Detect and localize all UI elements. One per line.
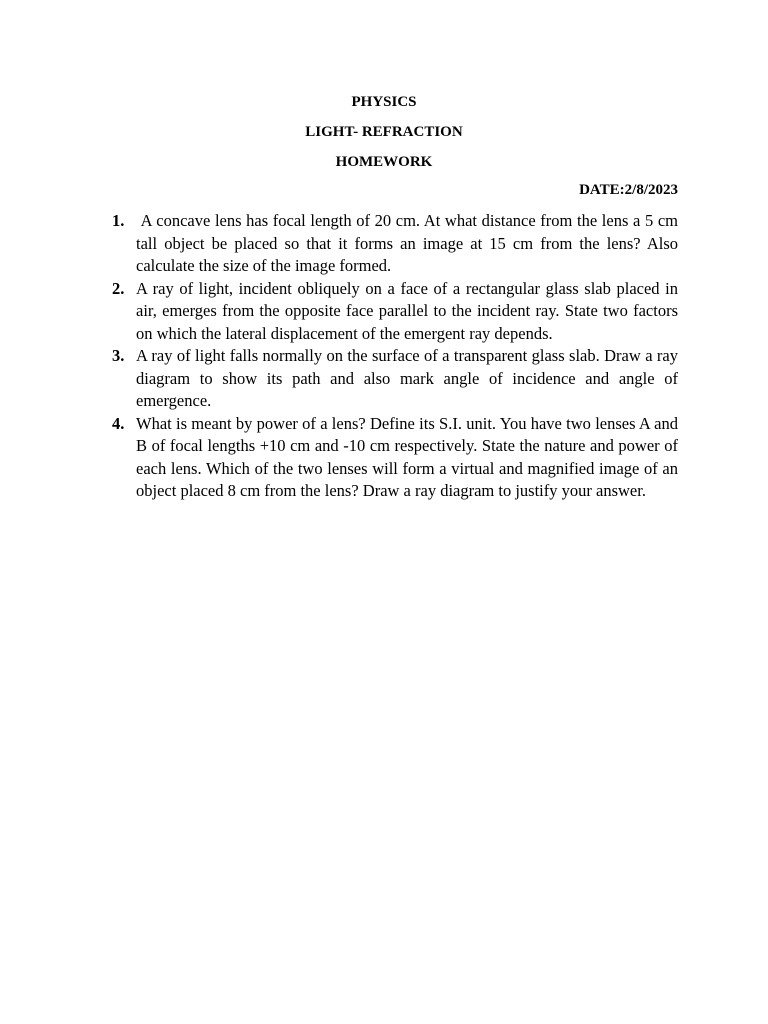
question-number: 4.	[112, 413, 125, 433]
question-item-1	[112, 210, 683, 278]
date-label: DATE:2/8/2023	[579, 182, 678, 198]
question-text: A concave lens has focal length of 20 cm. At what distance from the lens a 5 cm tall object be placed so that it forms an image at 15 cm from the lens? Also calculate the size of the image formed.	[136, 211, 683, 275]
question-text: What is meant by power of a lens? Define its S.I. unit. You have two lenses A and B of focal lengths +10 cm and -10 cm respectively. State the nature and power of each lens. Which of the two lenses will form a virtual and magnified image of an object placed 8 cm from the lens? Draw a ray diagram to justify your answer.	[136, 413, 678, 500]
subject-heading: PHYSICS	[351, 94, 417, 110]
question-list	[112, 210, 683, 503]
question-item-3	[112, 345, 678, 413]
question-number: 1.	[112, 211, 125, 230]
question-text: A ray of light falls normally on the surface of a transparent glass slab. Draw a ray diagram to show its path and also mark angle of incidence and angle of emergence.	[136, 346, 678, 410]
homework-heading: HOMEWORK	[335, 154, 433, 170]
question-text: A ray of light, incident obliquely on a face of a rectangular glass slab placed in air, emerges from the opposite face parallel to the incident ray. State two factors on which the lateral displacement of the emergent ray depends.	[136, 278, 678, 343]
question-number: 2.	[112, 278, 125, 298]
topic-heading: LIGHT- REFRACTION	[305, 124, 463, 140]
question-item-4	[112, 413, 678, 503]
question-item-2	[112, 278, 678, 346]
question-number: 3.	[112, 346, 125, 365]
